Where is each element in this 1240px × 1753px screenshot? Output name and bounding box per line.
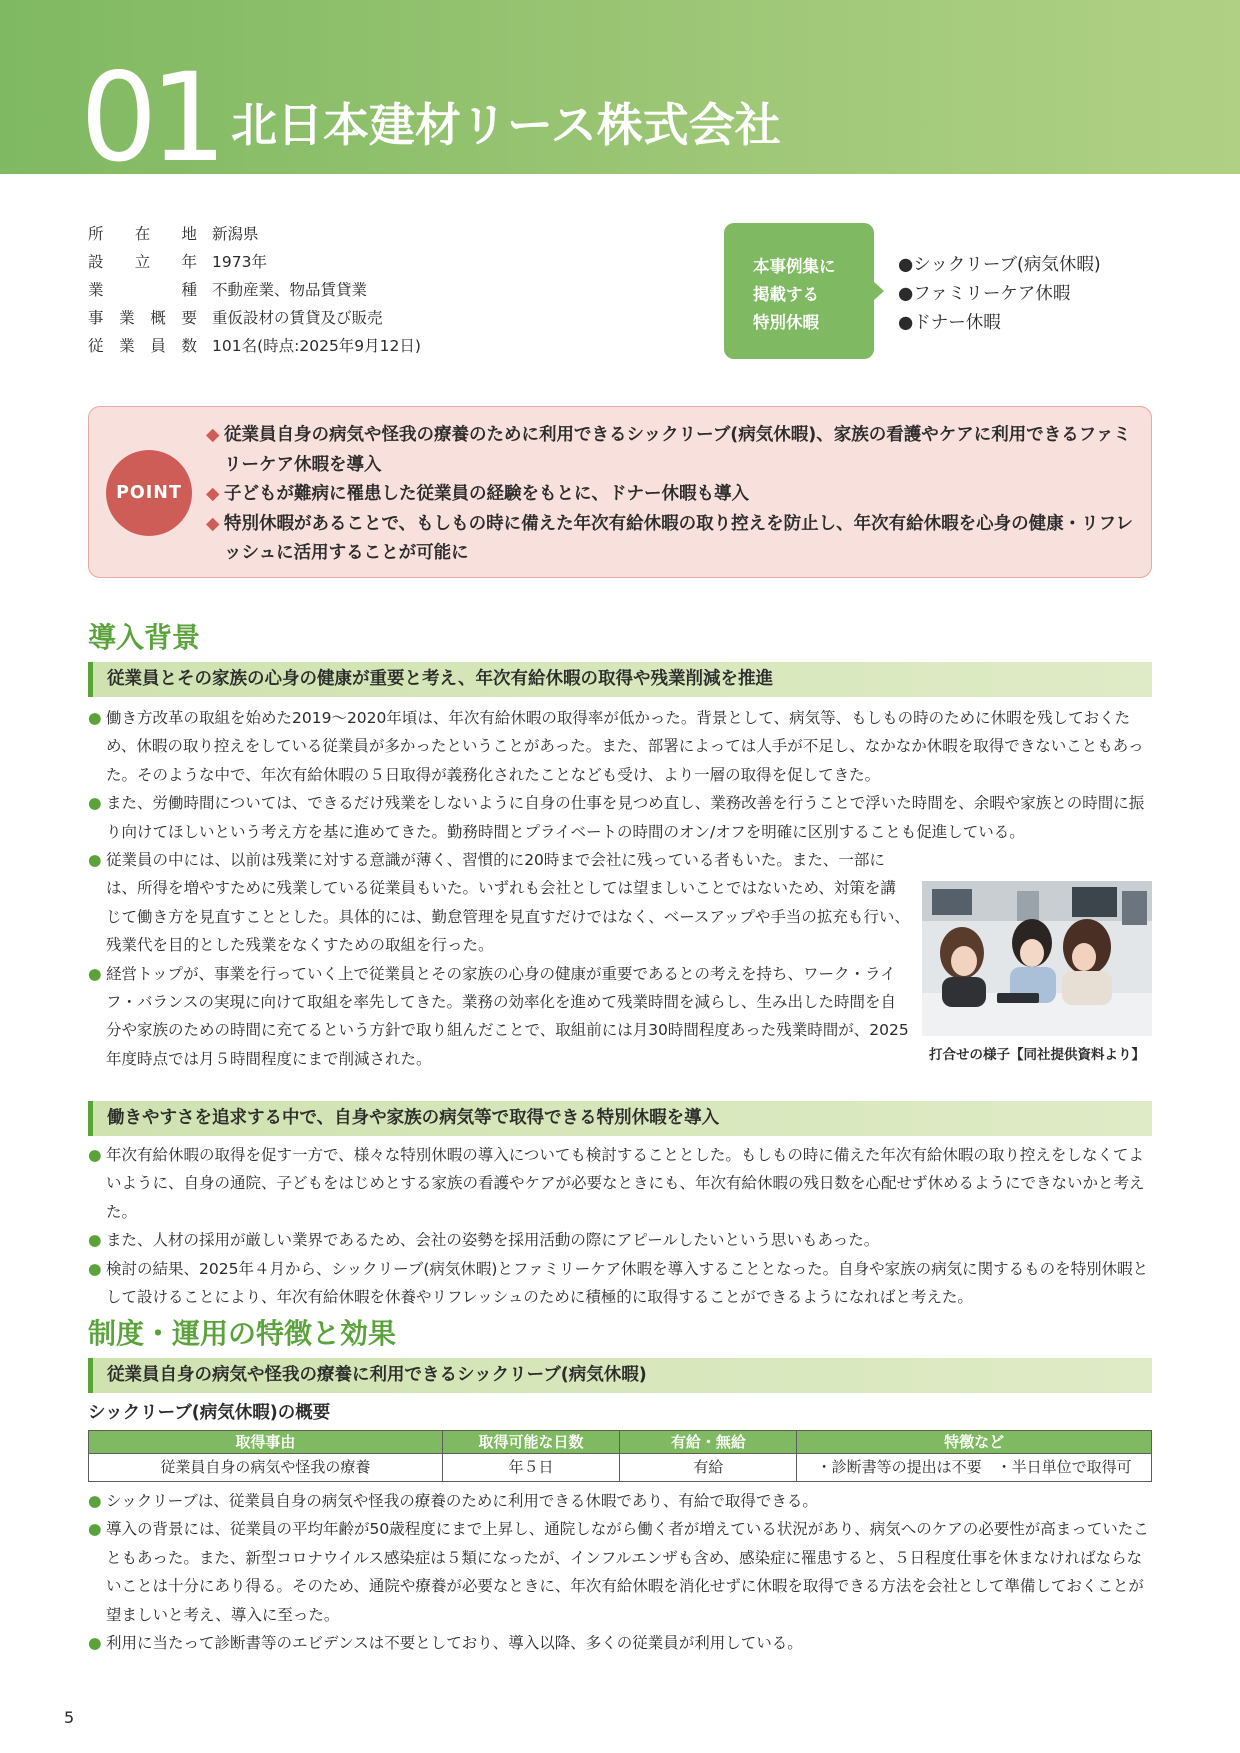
special-leave-paragraphs <box>88 1141 1152 1311</box>
callout-line: 特別休暇 <box>753 313 819 332</box>
background-paragraphs-wrap <box>88 846 910 1073</box>
bullet-paragraph: ● 従業員の中には、以前は残業に対する意識が薄く、習慣的に20時まで会社に残っている者もいた。また、一部には、所得を増やすために残業している従業員もいた。いずれも会社としては望ましいことではないため、対策を講じて働き方を見直すこととした。具体的には、勤怠管理を見直すだけではなく、ベースアップや手当の拡充も行い、残業代を目的とした残業をなくすための取組を行った。 <box>88 846 910 960</box>
table-header-row <box>89 1431 1152 1454</box>
background-paragraphs-top <box>88 704 1152 846</box>
bullet-paragraph: ● 働き方改革の取組を始めた2019〜2020年頃は、年次有給休暇の取得率が低かった。背景として、病気等、もしもの時のために休暇を残しておくため、休暇の取り控えをしている従業員が多かったということがあった。また、部署によっては人手が不足し、なかなか休暇を取得できないこともあった。そのような中で、年次有給休暇の５日取得が義務化されたことなども受け、より一層の取得を促してきた。 <box>88 704 1152 789</box>
bullet-paragraph: ● また、労働時間については、できるだけ残業をしないように自身の仕事を見つめ直し、業務改善を行うことで浮いた時間を、余暇や家族との時間に振り向けてほしいという考え方を基に進めてきた。勤務時間とプライベートの時間のオン/オフを明確に区別することも促進している。 <box>88 789 1152 846</box>
profile-row-employees <box>88 332 421 360</box>
bullet-paragraph: ● シックリーブは、従業員自身の病気や怪我の療養のために利用できる休暇であり、有給で取得できる。 <box>88 1487 1152 1515</box>
bullet-paragraph: ● 利用に当たって診断書等のエビデンスは不要としており、導入以降、多くの従業員が利用している。 <box>88 1629 1152 1657</box>
leave-type-item: ●シックリーブ(病気休暇) <box>898 255 1101 275</box>
point-item: ◆ 子どもが難病に罹患した従業員の経験をもとに、ドナー休暇も導入 <box>206 480 1146 510</box>
bullet-paragraph: ● また、人材の採用が厳しい業界であるため、会社の姿勢を採用活動の際にアピールしたいという思いもあった。 <box>88 1226 1152 1254</box>
case-number: 01 <box>80 47 220 189</box>
point-item: ◆ 特別休暇があることで、もしもの時に備えた年次有給休暇の取り控えを防止し、年次有給休暇を心身の健康・リフレッシュに活用することが可能に <box>206 510 1146 569</box>
table-header-cell: 取得可能な日数 <box>442 1431 620 1454</box>
bullet-paragraph: ● 検討の結果、2025年４月から、シックリーブ(病気休暇)とファミリーケア休暇を導入することとなった。自身や家族の病気に関するものを特別休暇として設けることにより、年次有給休暇を休養やリフレッシュのために積極的に取得することができるようになればと考えた。 <box>88 1255 1152 1312</box>
company-title: 北日本建材リース株式会社 <box>231 98 781 152</box>
sick-leave-paragraphs <box>88 1487 1152 1657</box>
leave-type-list <box>898 251 1101 338</box>
sick-leave-table <box>88 1430 1152 1482</box>
profile-label: 所在地 <box>88 225 200 243</box>
subheading-special-leave: 働きやすさを追求する中で、自身や家族の病気等で取得できる特別休暇を導入 <box>88 1101 1152 1136</box>
profile-row-founded <box>88 248 421 276</box>
profile-value: 新潟県 <box>212 225 259 243</box>
callout-arrow <box>872 280 884 302</box>
bullet-paragraph: ● 年次有給休暇の取得を促す一方で、様々な特別休暇の導入についても検討することとした。もしもの時に備えた年次有給休暇の取り控えをしなくてよいように、自身の通院、子どもをはじめとする家族の看護やケアが必要なときにも、年次有給休暇の残日数を心配せず休めるようにできないかと考えた。 <box>88 1141 1152 1226</box>
profile-label: 設立年 <box>88 253 200 271</box>
point-item: ◆ 従業員自身の病気や怪我の療養のために利用できるシックリーブ(病気休暇)、家族の看護やケアに利用できるファミリーケア休暇を導入 <box>206 421 1146 480</box>
table-header-cell: 取得事由 <box>89 1431 443 1454</box>
table-cell: 年５日 <box>442 1454 620 1482</box>
meeting-photo <box>922 881 1152 1036</box>
table-cell: 従業員自身の病気や怪我の療養 <box>89 1454 443 1482</box>
profile-label: 従業員数 <box>88 337 200 355</box>
leave-type-item: ●ファミリーケア休暇 <box>898 284 1071 304</box>
subheading-health: 従業員とその家族の心身の健康が重要と考え、年次有給休暇の取得や残業削減を推進 <box>88 662 1152 697</box>
profile-label: 事業概要 <box>88 309 200 327</box>
section-heading-background: 導入背景 <box>88 621 201 654</box>
page-number: 5 <box>64 1708 75 1727</box>
profile-value: 重仮設材の賃貸及び販売 <box>212 309 383 327</box>
point-badge: POINT <box>106 450 192 536</box>
profile-row-industry <box>88 276 421 304</box>
callout-line: 本事例集に <box>753 257 836 276</box>
header-band <box>0 0 1240 189</box>
company-profile <box>88 220 421 360</box>
table-header-cell: 有給・無給 <box>620 1431 797 1454</box>
profile-value: 101名(時点:2025年9月12日) <box>212 337 421 355</box>
table-row <box>89 1454 1152 1482</box>
featured-leave-callout <box>724 223 874 359</box>
table-title: シックリーブ(病気休暇)の概要 <box>88 1403 331 1423</box>
meeting-illustration <box>922 881 1152 1036</box>
profile-value: 不動産業、物品賃貸業 <box>212 281 368 299</box>
profile-value: 1973年 <box>212 253 267 271</box>
profile-row-business <box>88 304 421 332</box>
point-list <box>206 421 1146 569</box>
table-cell: 有給 <box>620 1454 797 1482</box>
bullet-paragraph: ● 経営トップが、事業を行っていく上で従業員とその家族の心身の健康が重要であるとの考えを持ち、ワーク・ライフ・バランスの実現に向けて取組を率先してきた。業務の効率化を進めて残業時間を減らし、生み出した時間を自分や家族のための時間に充てるという方針で取り組んだことで、取組前には月30時間程度あった残業時間が、2025年度時点では月５時間程度にまで削減された。 <box>88 960 910 1074</box>
section-heading-features: 制度・運用の特徴と効果 <box>88 1317 397 1350</box>
subheading-sick-leave: 従業員自身の病気や怪我の療養に利用できるシックリーブ(病気休暇) <box>88 1358 1152 1393</box>
profile-row-location <box>88 220 421 248</box>
callout-line: 掲載する <box>753 285 819 304</box>
leave-type-item: ●ドナー休暇 <box>898 313 1001 333</box>
photo-caption: 打合せの様子【同社提供資料より】 <box>929 1047 1145 1063</box>
table-header-cell: 特徴など <box>797 1431 1152 1454</box>
profile-label: 業種 <box>88 281 200 299</box>
table-cell: ・診断書等の提出は不要 ・半日単位で取得可 <box>797 1454 1152 1482</box>
bullet-paragraph: ● 導入の背景には、従業員の平均年齢が50歳程度にまで上昇し、通院しながら働く者が増えている状況があり、病気へのケアの必要性が高まっていたこともあった。また、新型コロナウイルス感染症は５類になったが、インフルエンザも含め、感染症に罹患すると、５日程度仕事を休まなければならないことは十分にあり得る。そのため、通院や療養が必要なときに、年次有給休暇を消化せずに休暇を取得できる方法を会社として準備しておくことが望ましいと考え、導入に至った。 <box>88 1515 1152 1629</box>
